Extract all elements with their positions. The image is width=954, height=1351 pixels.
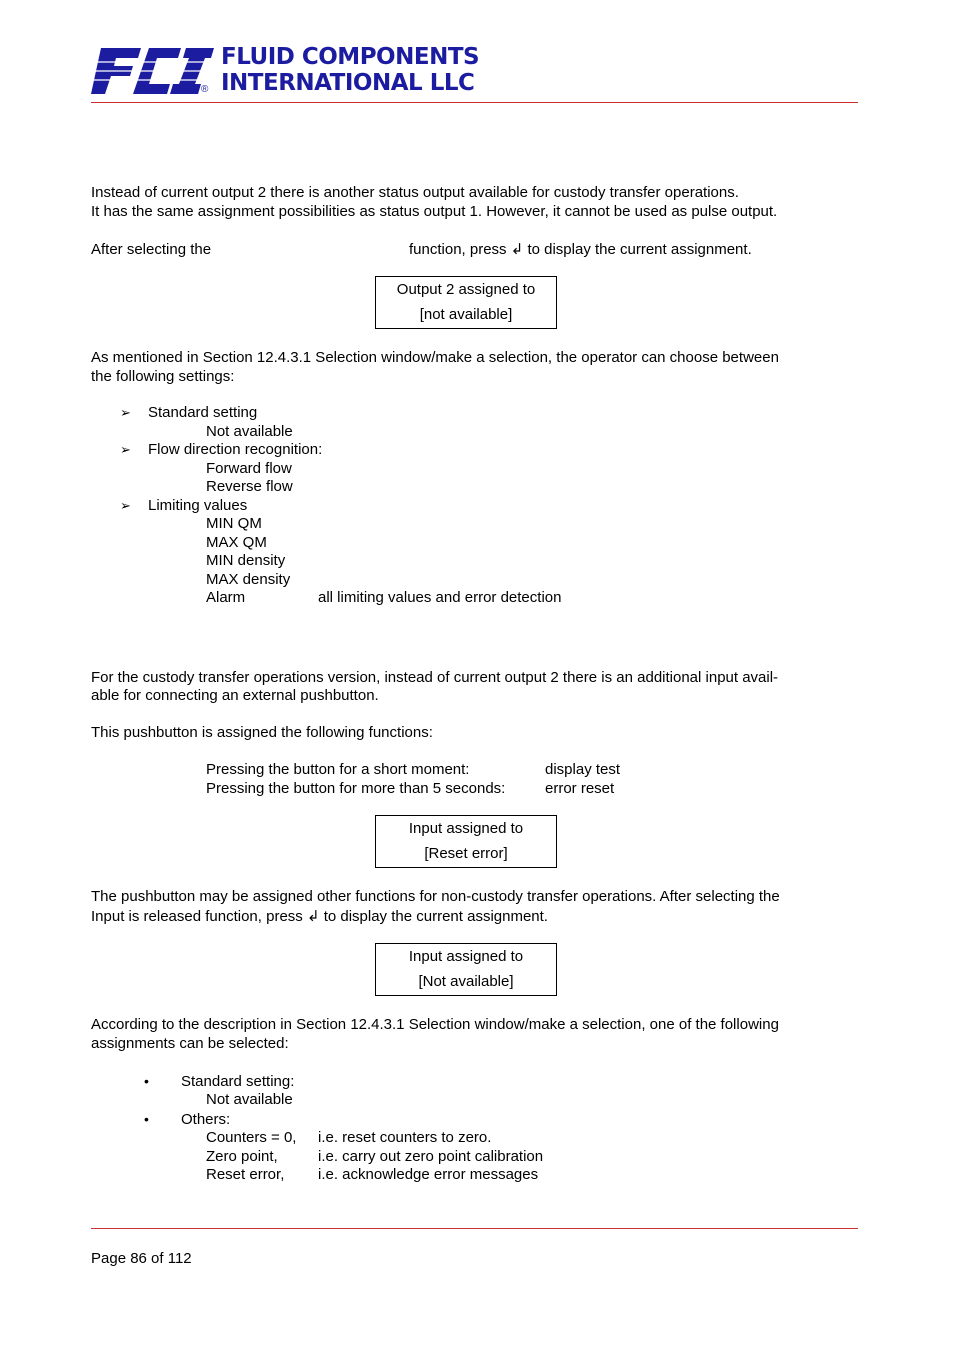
list-item: Standard setting: (181, 1073, 295, 1090)
list-item: Others: (181, 1111, 231, 1128)
list-subitem: MAX density (206, 571, 291, 588)
paragraph-line: able for connecting an external pushbutton. (91, 687, 379, 704)
list-subitem: Reverse flow (206, 478, 293, 495)
list-subitem: MAX QM (206, 534, 267, 551)
paragraph-line: function, press ↲ to display the current assignment. (409, 241, 752, 258)
list-subitem: Zero point, (206, 1148, 278, 1165)
paragraph-line: After selecting the (91, 241, 212, 258)
paragraph-line: For the custody transfer operations version, instead of current output 2 there is an additional input avail- (91, 669, 779, 686)
list-subitem-desc: i.e. acknowledge error messages (318, 1166, 539, 1183)
arrow-bullet-icon: ➢ (120, 405, 131, 420)
display-line: Output 2 assigned to (396, 281, 536, 298)
arrow-bullet-icon: ➢ (120, 442, 131, 457)
paragraph-line: As mentioned in Section 12.4.3.1 Selection window/make a selection, the operator can choose between (91, 349, 779, 366)
list-subitem: Counters = 0, (206, 1129, 297, 1146)
paragraph-line: This pushbutton is assigned the following functions: (91, 724, 433, 741)
list-subitem: MIN QM (206, 515, 262, 532)
list-subitem: Alarm (206, 589, 246, 606)
fci-logo-icon (91, 46, 215, 96)
list-subitem-desc: i.e. reset counters to zero. (318, 1129, 492, 1146)
display-line: [Reset error] (424, 845, 508, 862)
function-result: display test (545, 761, 621, 778)
function-action: Pressing the button for a short moment: (206, 761, 470, 778)
list-item: Standard setting (148, 404, 258, 421)
paragraph-line: According to the description in Section 12.4.3.1 Selection window/make a selection, one of the following (91, 1016, 779, 1033)
list-subitem-desc: i.e. carry out zero point calibration (318, 1148, 544, 1165)
display-box-input-reset (375, 815, 557, 868)
paragraph-line: assignments can be selected: (91, 1035, 289, 1052)
page-number: Page 86 of 112 (91, 1250, 192, 1267)
display-box-output2 (375, 276, 557, 329)
list-item: Limiting values (148, 497, 248, 514)
paragraph-line: Instead of current output 2 there is another status output available for custody transfer operations. (91, 184, 739, 201)
list-item: Flow direction recognition: (148, 441, 323, 458)
display-line: Input assigned to (408, 820, 524, 837)
function-action: Pressing the button for more than 5 seconds: (206, 780, 506, 797)
paragraph-line: Input is released function, press ↲ to display the current assignment. (91, 908, 548, 925)
paragraph-line: the following settings: (91, 368, 235, 385)
list-subitem: Forward flow (206, 460, 292, 477)
dot-bullet-icon: • (144, 1111, 149, 1127)
paragraph-line: The pushbutton may be assigned other functions for non-custody transfer operations. After selecting the (91, 888, 780, 905)
display-line: [Not available] (418, 973, 514, 990)
display-line: [not available] (419, 306, 513, 323)
list-subitem: Not available (206, 423, 293, 440)
arrow-bullet-icon: ➢ (120, 498, 131, 513)
header-divider (91, 102, 858, 103)
display-box-input-na (375, 943, 557, 996)
list-subitem: Not available (206, 1091, 293, 1108)
function-result: error reset (545, 780, 615, 797)
registered-mark: ® (201, 84, 209, 95)
footer-divider (91, 1228, 858, 1229)
alarm-description: all limiting values and error detection (318, 589, 562, 606)
list-subitem: MIN density (206, 552, 286, 569)
list-subitem: Reset error, (206, 1166, 285, 1183)
company-name-line1: FLUID COMPONENTS (221, 44, 480, 70)
company-name-line2: INTERNATIONAL LLC (221, 70, 475, 96)
paragraph-line: It has the same assignment possibilities as status output 1. However, it cannot be used as pulse output. (91, 203, 778, 220)
dot-bullet-icon: • (144, 1073, 149, 1089)
display-line: Input assigned to (408, 948, 524, 965)
